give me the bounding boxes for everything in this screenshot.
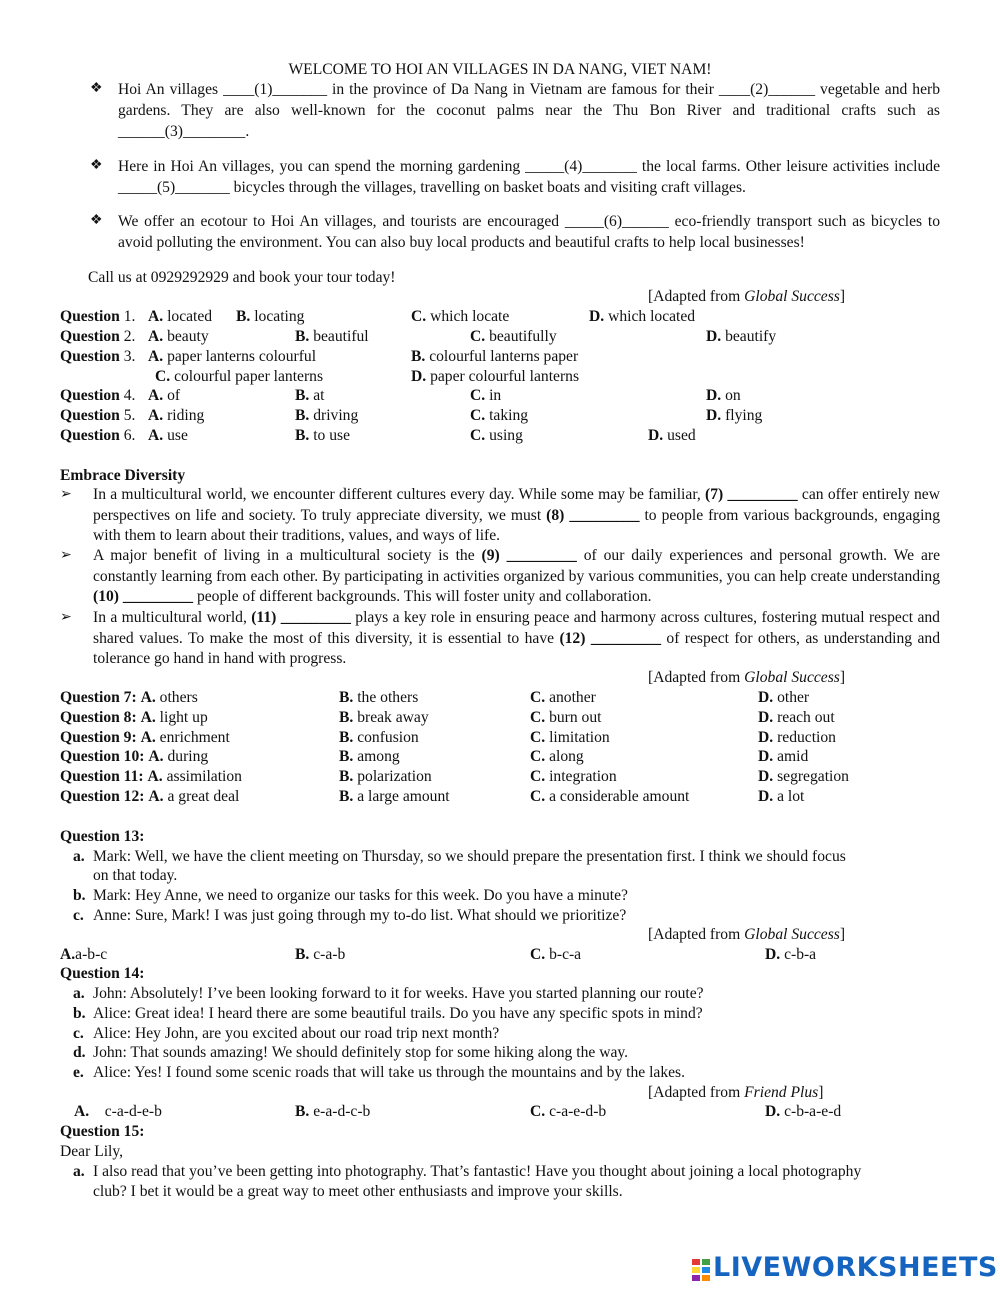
list-item: c. bbox=[73, 907, 84, 924]
option-a[interactable]: a great deal bbox=[167, 788, 240, 805]
question-13-label: Question 13: bbox=[60, 828, 145, 845]
question-10: Question 10: A. during B. among C. along D. amid bbox=[60, 748, 809, 765]
bullet-diamond-icon: ❖ bbox=[90, 158, 103, 173]
question-3: Question 3. A. paper lanterns colourful B. colourful lanterns paper bbox=[60, 348, 579, 365]
bullet-arrow-icon: ➢ bbox=[60, 548, 72, 563]
option-d[interactable]: on bbox=[725, 387, 741, 404]
dialogue-line-c: Alice: Hey John, are you excited about our road trip next month? bbox=[93, 1025, 500, 1042]
call-to-action: Call us at 0929292929 and book your tour today! bbox=[88, 269, 396, 286]
page-title: WELCOME TO HOI AN VILLAGES IN DA NANG, VIET NAM! bbox=[288, 61, 712, 78]
option-b[interactable]: polarization bbox=[357, 768, 432, 785]
dialogue-line-a: Mark: Well, we have the client meeting on Thursday, so we should prepare the presentation first. I think we should focus bbox=[93, 848, 846, 865]
hoian-paragraph-3: We offer an ecotour to Hoi An villages, and tourists are encouraged _____(6)______ eco-friendly transport such as bicycles to avoid polluting the environment. You can also buy local products and beautiful crafts to help local businesses! bbox=[118, 213, 940, 251]
question-6: Question 6. A. use B. to use C. using D. used bbox=[60, 427, 696, 444]
option-c[interactable]: which locate bbox=[430, 308, 510, 325]
list-item: c. bbox=[73, 1025, 84, 1042]
option-a[interactable]: located bbox=[167, 308, 213, 325]
option-a[interactable]: c-a-d-e-b bbox=[104, 1103, 162, 1120]
option-a[interactable]: riding bbox=[167, 407, 205, 424]
option-b[interactable]: c-a-b bbox=[313, 946, 346, 963]
diversity-paragraph-1: In a multicultural world, we encounter different cultures every day. While some may be familiar, (7) _________ can offer entirely new perspectives on life and society. To truly appreciate diversity, we must (8) _________ to people from various backgrounds, engaging with them to learn about their traditions, values, and ways of life. bbox=[93, 486, 940, 544]
option-c[interactable]: limitation bbox=[549, 729, 610, 746]
letter-greeting: Dear Lily, bbox=[60, 1143, 124, 1160]
bullet-arrow-icon: ➢ bbox=[60, 610, 72, 625]
option-c[interactable]: in bbox=[489, 387, 502, 404]
option-b[interactable]: a large amount bbox=[357, 788, 450, 805]
diversity-paragraph-2: A major benefit of living in a multicultural society is the (9) _________ of our daily experiences and personal growth. We are constantly learning from each other. By participating in activities organized by various communities, you can help create understanding (10) _________ people of different backgrounds. This will foster unity and collaboration. bbox=[93, 547, 940, 605]
option-a[interactable]: use bbox=[167, 427, 188, 444]
option-d[interactable]: segregation bbox=[777, 768, 849, 785]
option-d[interactable]: flying bbox=[725, 407, 763, 424]
option-c[interactable]: integration bbox=[549, 768, 617, 785]
option-d[interactable]: which located bbox=[608, 308, 696, 325]
bullet-arrow-icon: ➢ bbox=[60, 487, 72, 502]
option-a[interactable]: a-b-c bbox=[75, 946, 108, 963]
option-b[interactable]: the others bbox=[357, 689, 419, 706]
dialogue-line-c: Anne: Sure, Mark! I was just going through my to-do list. What should we prioritize? bbox=[93, 907, 627, 924]
list-item: e. bbox=[73, 1064, 84, 1081]
option-d[interactable]: reduction bbox=[777, 729, 836, 746]
question-12: Question 12: A. a great deal B. a large amount C. a considerable amount D. a lot bbox=[60, 788, 805, 805]
option-b[interactable]: confusion bbox=[357, 729, 419, 746]
hoian-paragraph-1: Hoi An villages ____(1)_______ in the province of Da Nang in Vietnam are famous for their ____(2)______ vegetable and herb gardens. They are also well-known for the coconut palms near the Thu Bon River and traditional crafts such as ______(3)________. bbox=[118, 81, 940, 140]
liveworksheets-logo-icon bbox=[691, 1258, 711, 1282]
dialogue-line-a-cont: on that today. bbox=[93, 867, 178, 884]
liveworksheets-logo-text: LIVEWORKSHEETS bbox=[713, 1252, 998, 1283]
source-citation: [Adapted from Friend Plus] bbox=[648, 1084, 824, 1101]
question-8: Question 8: A. light up B. break away C. burn out D. reach out bbox=[60, 709, 835, 726]
section-heading: Embrace Diversity bbox=[60, 467, 186, 484]
bullet-diamond-icon: ❖ bbox=[90, 213, 103, 228]
option-c[interactable]: another bbox=[549, 689, 596, 706]
list-item: d. bbox=[73, 1044, 86, 1061]
option-b[interactable]: to use bbox=[313, 427, 351, 444]
question-9: Question 9: A. enrichment B. confusion C. limitation D. reduction bbox=[60, 729, 836, 746]
option-b[interactable]: break away bbox=[357, 709, 429, 726]
option-d[interactable]: reach out bbox=[777, 709, 835, 726]
option-c[interactable]: b-c-a bbox=[549, 946, 582, 963]
dialogue-line-a: John: Absolutely! I’ve been looking forward to it for weeks. Have you started planning our route? bbox=[93, 985, 704, 1002]
option-c[interactable]: taking bbox=[489, 407, 529, 424]
list-item: a. bbox=[73, 985, 85, 1002]
source-citation: [Adapted from Global Success] bbox=[648, 926, 846, 943]
option-c[interactable]: along bbox=[549, 748, 584, 765]
option-b[interactable]: colourful lanterns paper bbox=[429, 348, 579, 365]
bullet-diamond-icon: ❖ bbox=[90, 81, 103, 96]
option-d[interactable]: paper colourful lanterns bbox=[430, 368, 580, 385]
list-item: a. bbox=[73, 848, 85, 865]
source-citation: [Adapted from Global Success] bbox=[648, 288, 846, 305]
option-a[interactable]: beauty bbox=[167, 328, 209, 345]
dialogue-line-d: John: That sounds amazing! We should definitely stop for some hiking along the way. bbox=[93, 1044, 629, 1061]
option-b[interactable]: at bbox=[313, 387, 325, 404]
option-b[interactable]: e-a-d-c-b bbox=[313, 1103, 371, 1120]
dialogue-line-e: Alice: Yes! I found some scenic roads that will take us through the mountains and by the lakes. bbox=[93, 1064, 686, 1081]
dialogue-line-b: Mark: Hey Anne, we need to organize our tasks for this week. Do you have a minute? bbox=[93, 887, 628, 904]
option-d[interactable]: beautify bbox=[725, 328, 777, 345]
option-c[interactable]: using bbox=[489, 427, 523, 444]
question-14-options: A. c-a-d-e-b B. e-a-d-c-b C. c-a-e-d-b D. c-b-a-e-d bbox=[74, 1103, 842, 1120]
question-1: Question 1. A. located B. locating C. which locate D. which located bbox=[60, 308, 696, 325]
letter-line-a: I also read that you’ve been getting into photography. That’s fantastic! Have you thought about joining a local photography bbox=[93, 1163, 862, 1180]
hoian-paragraph-2: Here in Hoi An villages, you can spend the morning gardening _____(4)_______ the local farms. Other leisure activities include _____(5)_______ bicycles through the villages, travelling on basket boats and visiting craft villages. bbox=[118, 158, 940, 196]
option-c[interactable]: a considerable amount bbox=[549, 788, 690, 805]
diversity-paragraph-3: In a multicultural world, (11) _________ plays a key role in ensuring peace and harmony across cultures, fostering mutual respect and shared values. To make the most of this diversity, it is essential to have (12) _________ of respect for others, as understanding and tolerance go hand in hand with progress. bbox=[93, 609, 940, 667]
question-13-options: A.a-b-c B. c-a-b C. b-c-a D. c-b-a bbox=[60, 946, 817, 963]
option-d[interactable]: used bbox=[667, 427, 696, 444]
option-a[interactable]: light up bbox=[159, 709, 208, 726]
option-b[interactable]: locating bbox=[254, 308, 305, 325]
dialogue-line-b: Alice: Great idea! I heard there are some beautiful trails. Do you have any specific spots in mind? bbox=[93, 1005, 703, 1022]
option-c[interactable]: burn out bbox=[549, 709, 602, 726]
option-c[interactable]: colourful paper lanterns bbox=[174, 368, 324, 385]
list-item: b. bbox=[73, 1005, 86, 1022]
question-3-cont: C. colourful paper lanterns D. paper colourful lanterns bbox=[155, 368, 580, 385]
liveworksheets-logo bbox=[691, 1252, 998, 1286]
option-a[interactable]: paper lanterns colourful bbox=[167, 348, 317, 365]
option-b[interactable]: among bbox=[357, 748, 400, 765]
option-b[interactable]: beautiful bbox=[313, 328, 369, 345]
option-a[interactable]: during bbox=[167, 748, 209, 765]
option-d[interactable]: c-b-a-e-d bbox=[784, 1103, 842, 1120]
option-a[interactable]: assimilation bbox=[166, 768, 242, 785]
option-d[interactable]: c-b-a bbox=[784, 946, 817, 963]
option-a[interactable]: others bbox=[159, 689, 198, 706]
question-11: Question 11: A. assimilation B. polarization C. integration D. segregation bbox=[60, 768, 849, 785]
option-c[interactable]: c-a-e-d-b bbox=[549, 1103, 607, 1120]
question-4: Question 4. A. of B. at C. in D. on bbox=[60, 387, 741, 404]
question-7: Question 7: A. others B. the others C. another D. other bbox=[60, 689, 810, 706]
source-citation: [Adapted from Global Success] bbox=[648, 669, 846, 686]
list-item: a. bbox=[73, 1163, 85, 1180]
option-c[interactable]: beautifully bbox=[489, 328, 557, 345]
option-b[interactable]: driving bbox=[313, 407, 359, 424]
question-14-label: Question 14: bbox=[60, 965, 145, 982]
question-15-label: Question 15: bbox=[60, 1123, 145, 1140]
option-d[interactable]: a lot bbox=[777, 788, 805, 805]
option-a[interactable]: enrichment bbox=[159, 729, 230, 746]
question-5: Question 5. A. riding B. driving C. taking D. flying bbox=[60, 407, 763, 424]
letter-line-a-cont: club? I bet it would be a great way to meet other enthusiasts and improve your skills. bbox=[93, 1183, 623, 1200]
option-a[interactable]: of bbox=[167, 387, 181, 404]
question-2: Question 2. A. beauty B. beautiful C. beautifully D. beautify bbox=[60, 328, 777, 345]
option-d[interactable]: other bbox=[777, 689, 810, 706]
option-d[interactable]: amid bbox=[777, 748, 809, 765]
list-item: b. bbox=[73, 887, 86, 904]
